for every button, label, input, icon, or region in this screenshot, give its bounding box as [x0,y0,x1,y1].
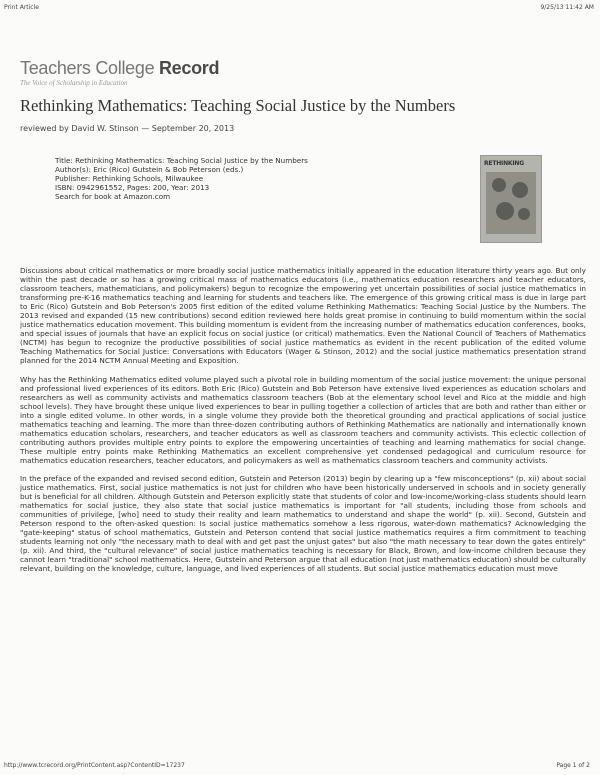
article-title: Rethinking Mathematics: Teaching Social Justice by the Numbers [20,96,456,115]
article-body [20,266,586,583]
book-publisher: Publisher: Rethinking Schools, Milwaukee [55,174,204,184]
book-cover-image [480,155,542,243]
logo-tagline: The Voice of Scholarship in Education [20,79,128,87]
logo-wordmark [20,58,220,79]
body-paragraph-3: In the preface of the expanded and revised second edition, Gutstein and Peterson (2013) begin by clearing up a "few misconceptions" (p. xii) about social justice mathematics. First, social justice mathematics is not just for children who have been historically underserved in schools and in society generally but is beneficial for all children. Although Gutstein and Peterson explicitly state that students of color and low-income/working-class students should learn mathematics for social justice, they also state that social justice mathematics is important for "all students, including those from schools and communities of privilege, [who] need to study their reality and learn mathematics to understand and shape the world" (p. xii). Second, Gutstein and Peterson respond to the often-asked question: Is social justice mathematics somehow a less rigorous, water-down mathematics? Acknowledging the "gate-keeping" status of school mathematics, Gutstein and Peterson contend that social justice mathematics requires a firm commitment to teaching students learning not only "the necessary math to deal with and get past the unjust gates" but also "the math necessary to tear down the gates entirely" (p. xii). And third, the "cultural relevance" of social justice mathematics teaching is necessary for Black, Brown, and low-income children because they cannot learn "traditional" school mathematics. Here, Gutstein and Peterson argue that all education (not just mathematics education) should be culturally relevant, building on the knowledge, culture, language, and lived experiences of all students. But social justice mathematics education must move [20,473,586,574]
book-title: Title: Rethinking Mathematics: Teaching Social Justice by the Numbers [55,156,308,165]
site-logo[interactable] [20,58,220,92]
book-authors: Author(s): Eric (Rico) Gutstein & Bob Peterson (eds.) [55,165,244,175]
footer-url: http://www.tcrecord.org/PrintContent.asp?ContentID=17237 [4,762,185,769]
cover-title: RETHINKING [484,160,524,167]
logo-name-bold: Record [158,58,220,78]
body-paragraph-1: Discussions about critical mathematics or more broadly social justice mathematics initially appeared in the education literature thirty years ago. But only within the past decade or so has a growing critical mass of mathematics educators (i.e., mathematics education researchers and teacher educators, classroom teachers, mathematicians, and policymakers) begun to recognize the empowering yet uncertain possibilities of social justice mathematics in transforming pre-K-16 mathematics teaching and learning for students and teachers like. The emergence of this growing critical mass is due in large part to Eric (Rico) Gutstein and Bob Peterson's 2005 first edition of the edited volume Rethinking Mathematics: Teaching Social Justice by the Numbers. The 2013 revised and expanded (15 new contributions) second edition reviewed here holds great promise in continuing to build momentum within the social justice mathematics education movement. This building momentum is evident from the increasing number of mathematics education conferences, books, and special issues of journals that have an explicit focus on social justice (or critical) mathematics. Even the National Council of Teachers of Mathematics (NCTM) has begun to recognize the productive possibilities of social justice mathematics as evident in the recent publication of the edited volume Teaching Mathematics for Social Justice: Conversations with Educators (Wager & Stinson, 2012) and the social justice mathematics presentation strand planned for the 2014 NCTM Annual Meeting and Exposition. [20,266,586,366]
article-byline: reviewed by David W. Stinson — September 20, 2013 [20,124,235,133]
print-label: Print Article [4,4,39,11]
footer-page-number: Page 1 of 2 [556,762,590,769]
book-details [55,156,308,201]
print-footer [4,759,590,769]
cover-art [486,172,536,234]
logo-name-light: Teachers College [20,58,159,78]
body-paragraph-2: Why has the Rethinking Mathematics edited volume played such a pivotal role in building momentum of the social justice movement: the unique personal and professional lived experiences of its editors. Both Eric (Rico) Gutstein and Bob Peterson have extensive lived experiences as education scholars and researchers as well as community activists and mathematics classroom teachers (Bob at the elementary school level and Rico at the middle and high school levels). They have brought these unique lived experiences to bear in pulling together a collection of articles that are both and rather than either or into a single edited volume. In other words, in a single volume they provide both the theoretical grounding and practical applications of social justice mathematics teaching and learning. The more than three-dozen contributing authors of Rethinking Mathematics are nationally and internationally known mathematics education scholars, researchers, and teacher educators as well as classroom teachers and community activists. This eclectic collection of contributing authors provides multiple entry points to explore the empowering uncertainties of teaching and learning mathematics for social change. These multiple entry points make Rethinking Mathematics an excellent comprehensive yet condensed pedagogical and curriculum resource for mathematics education researchers, teacher educators, and policymakers as well as mathematics classroom teachers and community activists. [20,374,586,465]
print-header [4,4,594,14]
print-datetime: 9/25/13 11:42 AM [540,4,594,11]
amazon-search-link[interactable]: Search for book at Amazon.com [55,192,171,202]
book-isbn: ISBN: 0942961552, Pages: 200, Year: 2013 [55,183,210,193]
